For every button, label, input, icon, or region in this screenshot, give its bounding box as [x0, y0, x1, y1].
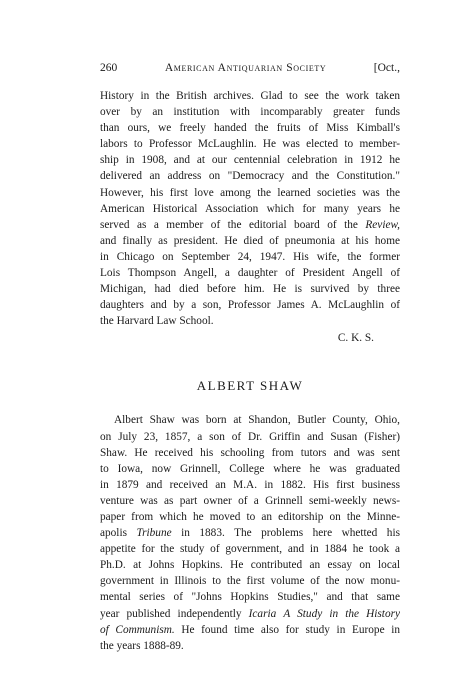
text-line: Ph.D. at Johns Hopkins. He contributed an essay on local — [100, 559, 400, 572]
text-line: appetite for the study of government, and in 1884 he took a — [100, 543, 400, 556]
italic-title: Tribune — [136, 527, 172, 540]
text-line: Albert Shaw was born at Shandon, Butler County, Ohio, — [114, 414, 400, 427]
text-line: over by an institution with incomparably greater funds — [100, 106, 400, 119]
shaw-paragraph — [100, 412, 400, 653]
text-line: than ours, we freely handed the fruits of Miss Kimball's — [100, 122, 400, 135]
italic-title: of Communism. — [100, 623, 175, 636]
text-line: Lois Thompson Angell, a daughter of President Angell of — [100, 267, 400, 280]
text-line: History in the British archives. Glad to see the work taken — [100, 90, 400, 102]
document-page — [100, 62, 400, 654]
italic-title: A Study in the History — [283, 607, 400, 620]
continued-paragraph — [100, 88, 400, 329]
text-line: government in Illinois to the first volume of the now monu- — [100, 575, 400, 588]
page-number: 260 — [100, 62, 118, 74]
text-segment: served as a member of the editorial board of the — [100, 218, 366, 231]
text-line — [100, 217, 400, 233]
text-segment: in 1883. The problems here whetted his — [171, 527, 400, 540]
text-line: and finally as president. He died of pneumonia at his home — [100, 234, 400, 247]
text-line — [100, 525, 400, 541]
text-segment: year published independently — [100, 607, 249, 620]
text-line: to Iowa, now Grinnell, College where he was graduated — [100, 462, 400, 475]
text-segment: He found time also for study in Europe in — [174, 623, 400, 636]
text-segment: apolis — [100, 527, 137, 540]
italic-title: Icaria — [248, 607, 277, 620]
text-line — [100, 622, 400, 638]
running-head — [100, 62, 400, 78]
author-initials: C. K. S. — [337, 332, 374, 345]
section-heading: ALBERT SHAW — [196, 378, 304, 394]
text-line: ship in 1908, and at our centennial celebration in 1912 he — [100, 154, 400, 167]
text-line: mental series of "Johns Hopkins Studies," and that same — [100, 591, 400, 604]
text-line: on July 23, 1857, a son of Dr. Griffin and Susan (Fisher) — [100, 430, 400, 443]
italic-title: Review, — [365, 218, 400, 231]
text-line: paper from which he moved to an editorship on the Minne- — [100, 510, 400, 523]
text-line: daughters and by a son, Professor James A. McLaughlin of — [100, 299, 400, 312]
text-line: Michigan, had died before him. He is survived by three — [100, 283, 400, 296]
text-line: the Harvard Law School. — [100, 315, 214, 328]
text-line: American Historical Association which for many years he — [100, 202, 400, 215]
text-line — [100, 606, 400, 622]
issue-label: [Oct., — [373, 62, 400, 74]
text-line: labors to Professor McLaughlin. He was elected to member- — [100, 138, 400, 151]
text-line: Shaw. He received his schooling from tutors and was sent — [100, 446, 400, 459]
text-line: in Chicago on September 24, 1947. His wife, the former — [100, 250, 400, 263]
text-line: delivered an address on "Democracy and the Constitution." — [100, 170, 400, 183]
journal-title: American Antiquarian Society — [164, 62, 327, 74]
text-line: However, his first love among the learned societies was the — [100, 186, 400, 199]
text-line: the years 1888-89. — [100, 639, 184, 652]
text-line: venture was as part owner of a Grinnell semi-weekly news- — [100, 494, 400, 507]
text-line: in 1879 and received an M.A. in 1882. His first business — [100, 478, 400, 491]
